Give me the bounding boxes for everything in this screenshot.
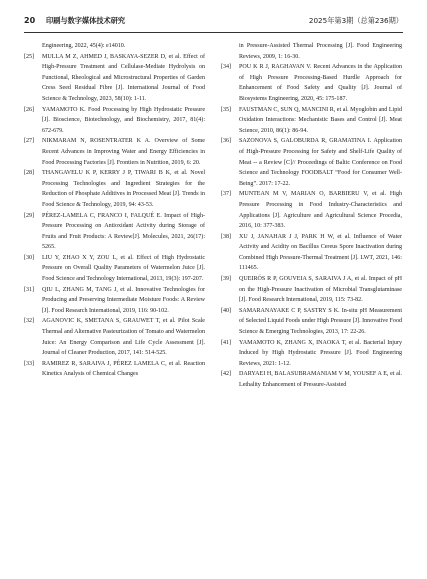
reference-text: QIU L, ZHANG M, TANG J, et al. Innovative Technologies for Producing and Preserving Intermediate Moisture Foods: A Review [J]. Food Research International, 2019, 116: 90-102. — [42, 286, 205, 314]
reference-entry — [221, 189, 402, 231]
reference-entry — [24, 105, 205, 137]
reference-text: LIU Y, ZHAO X Y, ZOU L, et al. Effect of High Hydrostatic Pressure on Overall Quality Parameters of Watermelon Juice [J]. Food Science and Technology International, 2013, 19(3): 197-207. — [42, 254, 205, 283]
reference-text: XU J, JANAHAR J J, PARK H W, et al. Influence of Water Activity and Acidity on Bacillus Cereus Spore Inactivation during Combined High Pressure-Thermal Treatment [J]. LWT, 2021, 146: 111465. — [239, 233, 402, 272]
reference-text: QUEIRÓS R P, GOUVEIA S, SARAIVA J A, et al. Impact of pH on the High-Pressure Inactivation of Microbial Transglutaminase [J]. Food Research International, 2019, 115: 73-82. — [239, 276, 402, 304]
left-reference-column — [24, 41, 205, 380]
reference-text: in Pressure-Assisted Thermal Processing [J]. Food Engineering Reviews, 2009, 1: 16-30. — [239, 43, 402, 60]
reference-entry — [24, 52, 205, 105]
reference-text: MUNTEAN M V, MARIAN O, BARBIERU V, et al. High Pressure Processing in Food Industry-Characteristics and Applications [J]. Agriculture and Agricultural Science Procedia, 2016, 10: 377-383. — [239, 191, 402, 230]
right-reference-column — [221, 41, 402, 391]
reference-text: THANGAVELU K P, KERRY J P, TIWARI B K, et al. Novel Processing Technologies and Ingredient Strategies for the Reduction of Phosphate Additives in Processed Meat [J]. Trends in Food Science & Technology, 2019, 94: 43-53. — [42, 170, 205, 208]
journal-title: 印刷与数字媒体技术研究 — [46, 16, 126, 25]
reference-index: [27] — [24, 138, 35, 145]
reference-text: YAMAMOTO K. Food Processing by High Hydrostatic Pressure [J]. Bioscience, Biotechnology, and Biochemistry, 2017, 81(4): 672-679. — [42, 106, 205, 134]
reference-text: PÉREZ-LAMELA C, FRANCO I, FALQUÉ E. Impact of High-Pressure Processing on Antioxidant Activity during Storage of Fruits and Fruit Products: A Review[J]. Molecules, 2021, 26(17): 5265. — [42, 212, 205, 251]
reference-entry — [221, 306, 402, 338]
reference-entry — [24, 211, 205, 253]
reference-entry — [24, 359, 205, 380]
reference-index: [34] — [221, 64, 232, 71]
reference-entry — [24, 285, 205, 317]
reference-index: [33] — [24, 360, 35, 367]
reference-text: POU K R J, RAGHAVAN V. Recent Advances in the Application of High Pressure Processing-Based Hurdle Approach for Enhancement of Food Safety and Quality [J]. Journal of Biosystems Engineering, 2020, 45: 175-187. — [239, 64, 402, 102]
reference-text: MULLA M Z, AHMED J, BASKAYA-SEZER D, et al. Effect of High-Pressure Treatment and Cellulase-Mediate Hydrolysis on Functional, Rheological and Microstructural Properties of Garden Cress Seed Residual Fibre [J]. International Journal of Food Science & Technology, 2023, 58(10): 1-11. — [42, 53, 205, 102]
reference-entry — [24, 136, 205, 168]
reference-index: [25] — [24, 53, 35, 60]
reference-text: NIKMARAM N, ROSENTRATER K A. Overview of Some Recent Advances in Improving Water and Energy Efficiencies in Food Processing Factories [J]. Frontiers in Nutrition, 2019, 6: 20. — [42, 138, 205, 166]
reference-text: FAUSTMAN C, SUN Q, MANCINI R, et al. Myoglobin and Lipid Oxidation Interactions: Mechanistic Bases and Control [J]. Meat Science, 2010, 86(1): 86-94. — [239, 106, 402, 134]
reference-index: [42] — [221, 371, 232, 378]
reference-index: [35] — [221, 106, 232, 113]
reference-index: [37] — [221, 191, 232, 198]
reference-entry — [24, 41, 205, 52]
reference-entry — [221, 105, 402, 137]
reference-text: YAMAMOTO K, ZHANG X, INAOKA T, et al. Bacterial Injury Induced by High Hydrostatic Pressure [J]. Food Engineering Reviews, 2021: 1-12. — [239, 339, 402, 367]
page-number: 20 — [24, 16, 36, 25]
issue-info: 2025年第3期（总第236期） — [308, 16, 403, 25]
reference-entry — [221, 232, 402, 274]
reference-entry — [221, 338, 402, 370]
reference-index: [38] — [221, 233, 232, 240]
reference-text: AGANOVIC K, SMETANA S, GRAUWET T, et al. Pilot Scale Thermal and Alternative Pasteurization of Tomato and Watermelon Juice: An Energy Comparison and Life Cycle Assessment [J]. Journal of Cleaner Production, 2017, 141: 514-525. — [42, 318, 205, 357]
reference-index: [28] — [24, 170, 35, 177]
reference-text: Engineering, 2022, 45(4): e14010. — [42, 43, 126, 49]
reference-entry — [221, 41, 402, 62]
reference-text: SAZONOVA S, GALOBURDA R, GRAMATINA I. Application of High-Pressure Processing for Safety and Shelf-Life Quality of Meat -- a Review [C]// Proceedings of Baltic Conference on Food Science and Technology FOODBALT “Food for Consumer Well-Being”. 2017: 17-22. — [239, 138, 402, 187]
reference-entry — [24, 168, 205, 210]
reference-text: RAMIREZ R, SARAIVA J, PÉREZ LAMELA C, et al. Reaction Kinetics Analysis of Chemical Changes — [42, 360, 205, 378]
reference-index: [32] — [24, 318, 35, 325]
reference-index: [41] — [221, 339, 232, 346]
reference-index: [31] — [24, 286, 35, 293]
reference-entry — [221, 136, 402, 189]
header-rule — [24, 32, 403, 33]
reference-text: DARYAEI H, BALASUBRAMANIAM V M, YOUSEF A E, et al. Lethality Enhancement of Pressure-Assisted — [239, 371, 402, 388]
reference-index: [29] — [24, 212, 35, 219]
reference-entry — [24, 253, 205, 285]
reference-entry — [221, 369, 402, 390]
reference-entry — [221, 274, 402, 306]
reference-index: [36] — [221, 138, 232, 145]
reference-entry — [221, 62, 402, 104]
reference-index: [26] — [24, 106, 35, 113]
reference-index: [40] — [221, 307, 232, 314]
reference-entry — [24, 316, 205, 358]
reference-text: SAMARANAYAKE C P, SASTRY S K. In-situ pH Measurement of Selected Liquid Foods under High Pressure [J]. Innovative Food Science & Emerging Technologies, 2013, 17: 22-26. — [239, 307, 402, 336]
reference-index: [30] — [24, 254, 35, 261]
running-header — [24, 16, 403, 28]
reference-index: [39] — [221, 276, 232, 283]
